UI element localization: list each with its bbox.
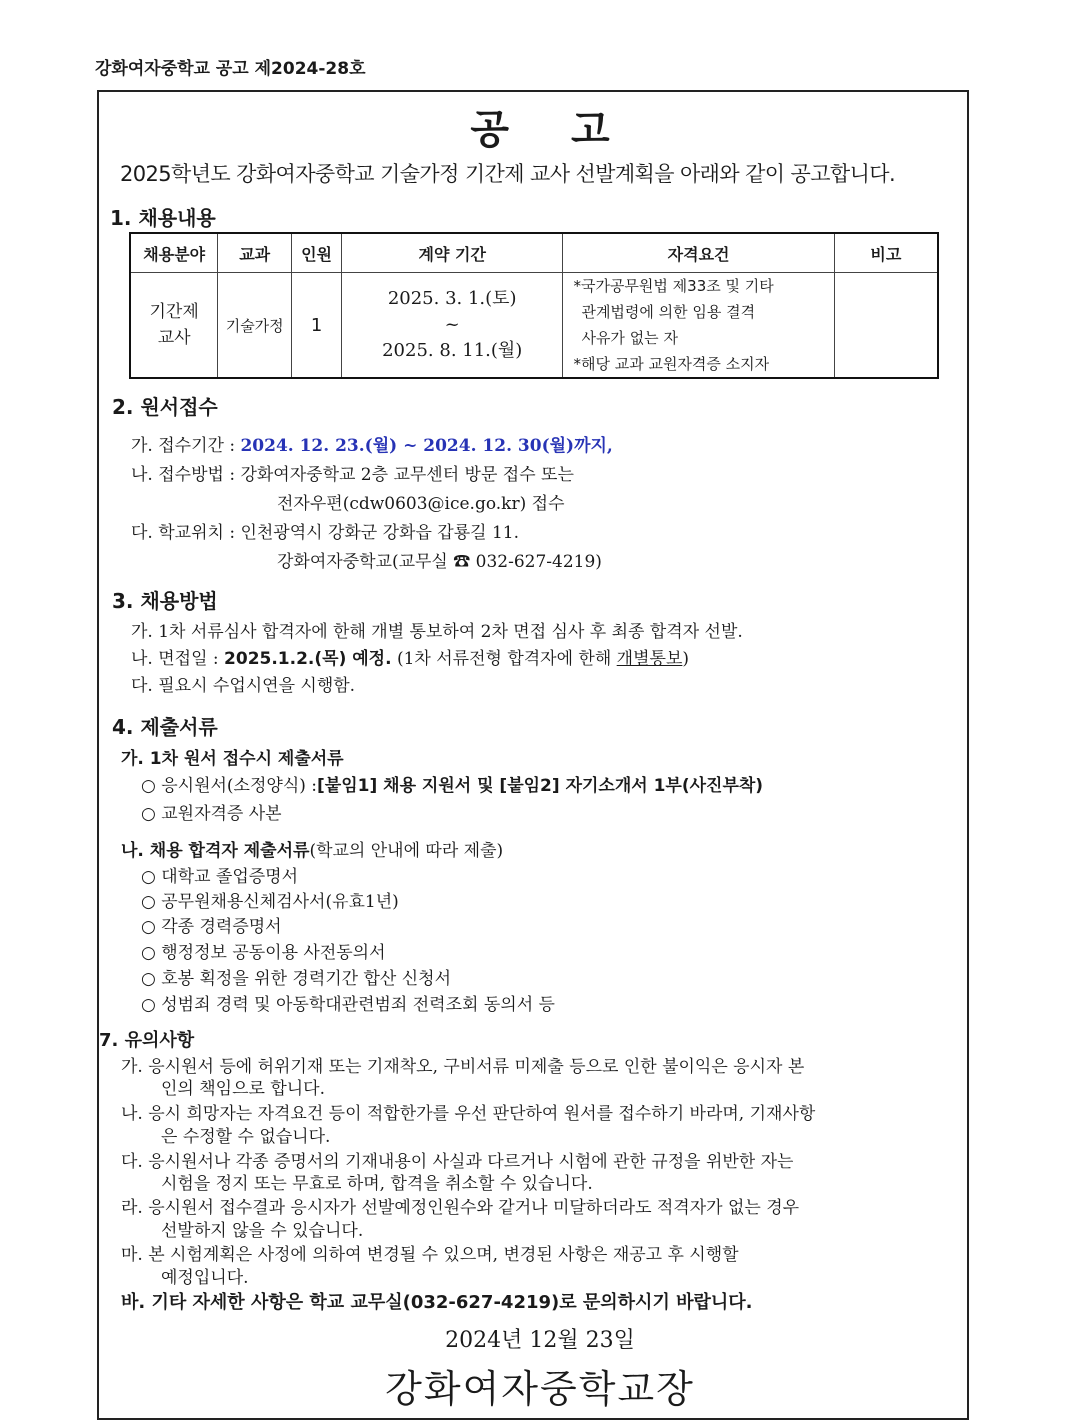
interview-label: 나. 면접일 : [131, 649, 225, 669]
signature-name: 강화여자중학교장 [385, 1367, 695, 1411]
recruitment-table [129, 232, 939, 379]
documents-a-item [141, 771, 763, 796]
header-cell: 자격요건 [563, 233, 834, 273]
doc-b-title-bold: 나. 채용 합격자 제출서류 [121, 841, 310, 861]
doc-b-title-note: (학교의 안내에 따라 제출) [309, 841, 504, 861]
count-cell: 1 [292, 273, 342, 379]
list-item: ○ 호봉 획정을 위한 경력기간 합산 신청서 [141, 969, 452, 989]
caution-line: 예정입니다. [161, 1268, 249, 1288]
method-label: 나. 접수방법 : [131, 465, 241, 485]
list-item: ○ 성범죄 경력 및 아동학대관련범죄 전력조회 동의서 등 [141, 995, 555, 1015]
caution-line: 은 수정할 수 없습니다. [161, 1127, 331, 1147]
qualification-cell [563, 273, 834, 379]
period-label: 가. 접수기간 : [131, 436, 241, 456]
field-line-1: 기간제 [149, 302, 199, 322]
list-item: ○ 공무원채용신체검사서(유효1년) [141, 892, 399, 912]
qual-line: 사유가 없는 자 [581, 329, 678, 347]
contract-period-cell [341, 273, 562, 379]
caution-line: 선발하지 않을 수 있습니다. [161, 1221, 364, 1241]
header-cell: 계약 기간 [341, 233, 562, 273]
documents-a-title: 가. 1차 원서 접수시 제출서류 [121, 749, 344, 769]
qual-line: *해당 교과 교원자격증 소지자 [573, 355, 770, 373]
interview-note-end: ) [682, 649, 690, 669]
section-2-heading: 2. 원서접수 [112, 395, 218, 419]
list-item: ○ 행정정보 공동이용 사전동의서 [141, 943, 386, 963]
method-item-2 [131, 644, 689, 669]
doc-item-prefix: ○ 응시원서(소정양식) : [141, 776, 318, 796]
field-cell [130, 273, 218, 379]
section-7-heading: 7. 유의사항 [99, 1030, 195, 1051]
method-item-1: 가. 1차 서류심사 합격자에 한해 개별 통보하여 2차 면접 심사 후 최종 합격자 선발. [131, 622, 743, 642]
list-item: ○ 각종 경력증명서 [141, 917, 282, 937]
caution-line: 다. 응시원서나 각종 증명서의 기재내용이 사실과 다르거나 시험에 관한 규정을 위반한 자는 [121, 1152, 794, 1172]
school-phone: 강화여자중학교(교무실 ☎ 032-627-4219) [277, 552, 602, 572]
header-cell: 채용분야 [130, 233, 218, 273]
qual-line: *국가공무원법 제33조 및 기타 [573, 277, 774, 295]
documents-a-item: ○ 교원자격증 사본 [141, 804, 282, 824]
caution-line: 라. 응시원서 접수결과 응시자가 선발예정인원수와 같거나 미달하더라도 적격자가 없는 경우 [121, 1198, 800, 1218]
application-method [131, 460, 574, 485]
location-value: 인천광역시 강화군 강화읍 갑룡길 11. [240, 523, 520, 543]
caution-line: 시험을 정지 또는 무효로 하며, 합격을 취소할 수 있습니다. [161, 1174, 593, 1194]
signature-date: 2024년 12월 23일 [445, 1328, 635, 1353]
header-cell: 인원 [292, 233, 342, 273]
doc-item-attachments: [붙임1] 채용 지원서 및 [붙임2] 자기소개서 1부(사진부착) [317, 776, 764, 796]
period-value: 2024. 12. 23.(월) ~ 2024. 12. 30(월)까지, [240, 436, 613, 456]
subject-cell: 기술가정 [218, 273, 292, 379]
caution-line: 가. 응시원서 등에 허위기재 또는 기재착오, 구비서류 미제출 등으로 인한 불이익은 응시자 본 [121, 1057, 805, 1077]
caution-line: 나. 응시 희망자는 자격요건 등이 적합한가를 우선 판단하여 원서를 접수하기 바라며, 기재사항 [121, 1104, 816, 1124]
period-start: 2025. 3. 1.(토) [387, 288, 517, 309]
document-title: 공고 [470, 107, 672, 153]
list-item: ○ 대학교 졸업증명서 [141, 867, 299, 887]
caution-contact: 바. 기타 자세한 사항은 학교 교무실(032-627-4219)로 문의하시기 바랍니다. [121, 1292, 753, 1313]
interview-date: 2025.1.2.(목) 예정. [224, 649, 392, 669]
note-cell [834, 273, 938, 379]
notice-number: 강화여자중학교 공고 제2024-28호 [95, 59, 366, 79]
location-label: 다. 학교위치 : [131, 523, 241, 543]
individual-notice: 개별통보 [616, 649, 683, 669]
method-item-3: 다. 필요시 수업시연을 시행함. [131, 676, 356, 696]
school-location [131, 518, 519, 543]
field-line-2: 교사 [157, 328, 191, 348]
method-value: 강화여자중학교 2층 교무센터 방문 접수 또는 [240, 465, 574, 485]
table-header-row [130, 233, 938, 273]
caution-line: 인의 책임으로 합니다. [161, 1079, 326, 1099]
application-period [131, 431, 613, 456]
caution-line: 마. 본 시험계획은 사정에 의하여 변경될 수 있으며, 변경된 사항은 재공고 후 시행할 [121, 1245, 739, 1265]
period-tilde: ~ [444, 314, 460, 335]
section-1-heading: 1. 채용내용 [110, 206, 216, 230]
section-4-heading: 4. 제출서류 [112, 715, 218, 739]
section-3-heading: 3. 채용방법 [112, 589, 218, 613]
period-end: 2025. 8. 11.(월) [382, 340, 523, 361]
table-row [130, 273, 938, 379]
header-cell: 교과 [218, 233, 292, 273]
application-email: 전자우편(cdw0603@ice.go.kr) 접수 [277, 494, 565, 514]
qual-line: 관계법령에 의한 임용 결격 [581, 303, 756, 321]
interview-note: (1차 서류전형 합격자에 한해 [391, 649, 617, 669]
header-cell: 비고 [834, 233, 938, 273]
documents-b-title [121, 836, 503, 861]
intro-text: 2025학년도 강화여자중학교 기술가정 기간제 교사 선발계획을 아래와 같이 공고합니다. [120, 162, 896, 186]
